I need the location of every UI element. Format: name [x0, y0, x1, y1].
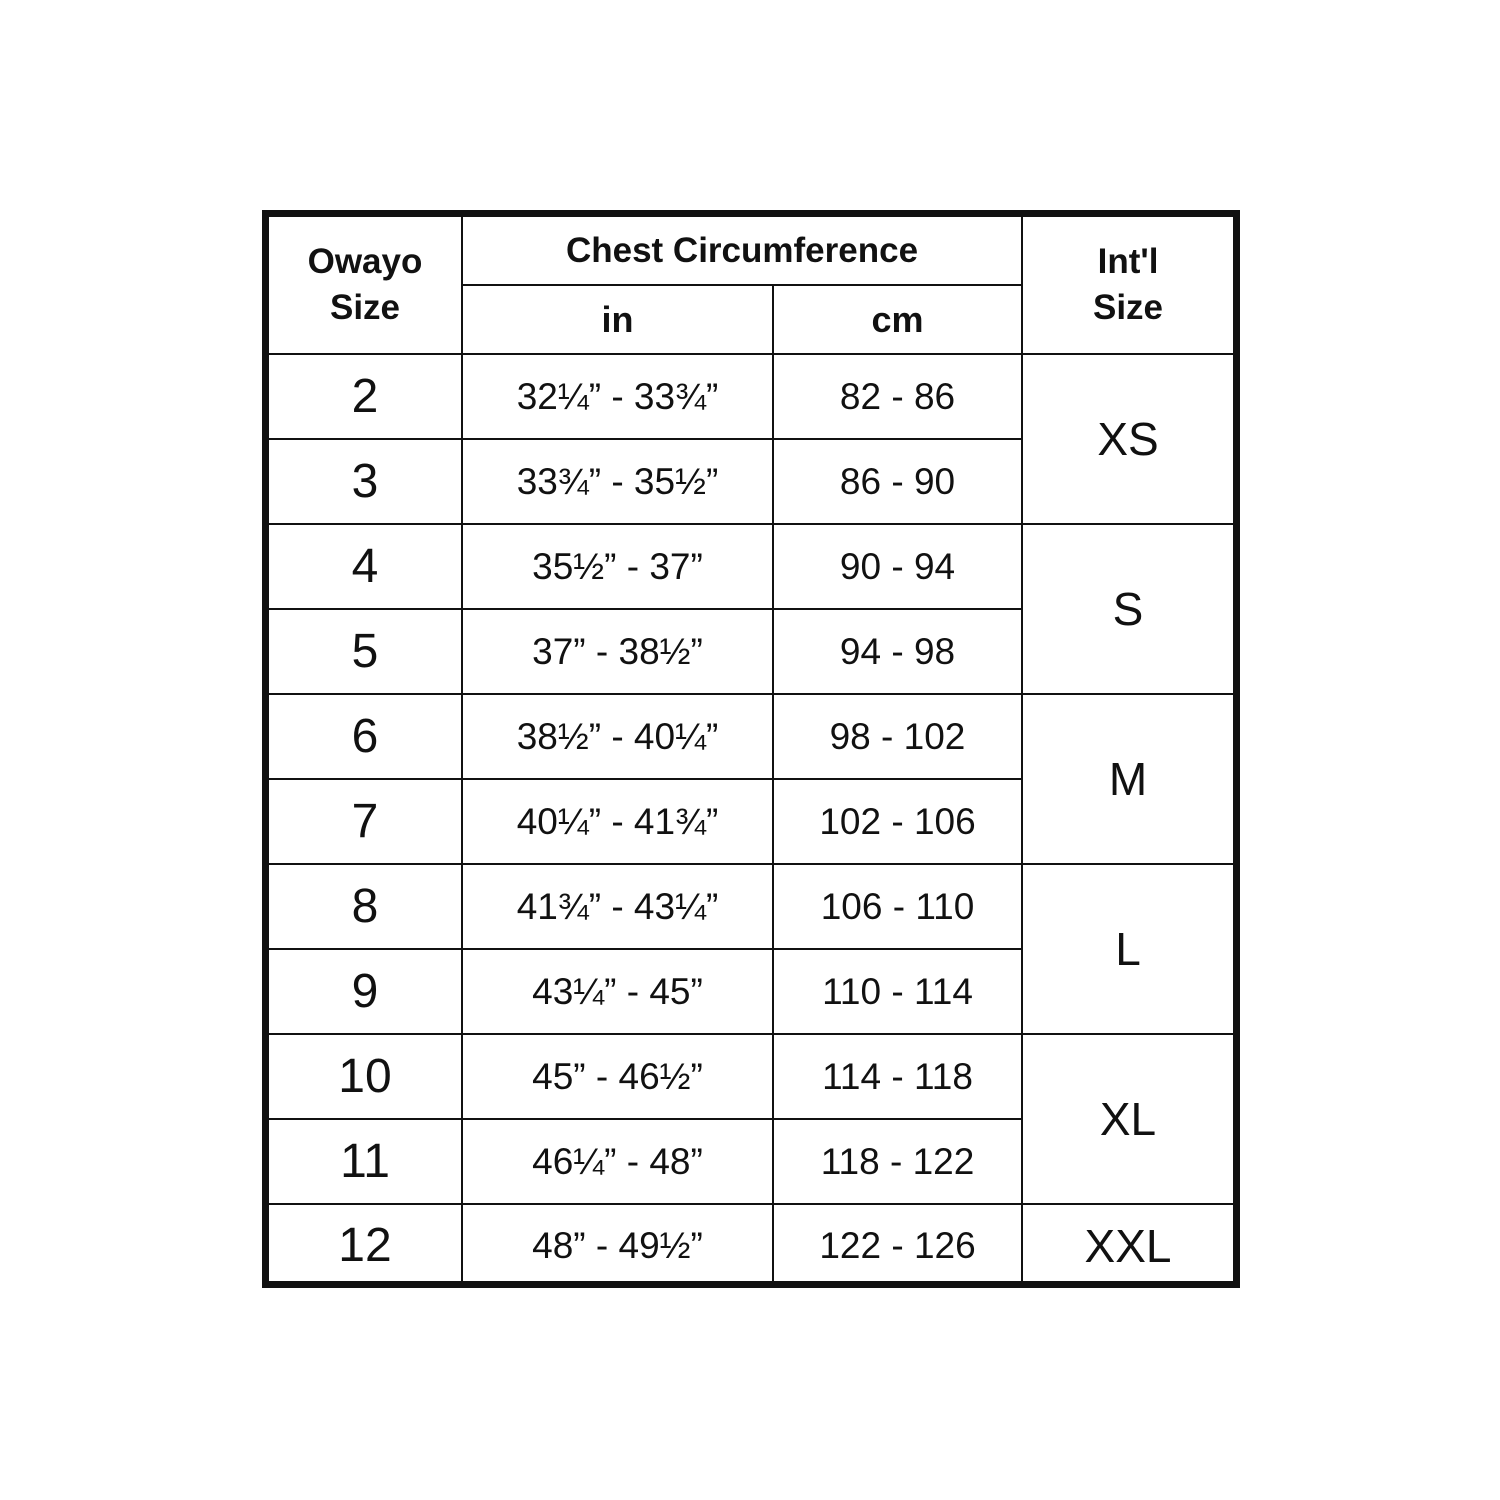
chest-cm-cell: 86 - 90	[773, 439, 1022, 524]
chest-cm-cell: 110 - 114	[773, 949, 1022, 1034]
chest-in-cell: 33¾” - 35½”	[462, 439, 773, 524]
chest-cm-cell: 114 - 118	[773, 1034, 1022, 1119]
chest-in-cell: 32¼” - 33¾”	[462, 354, 773, 439]
intl-size-cell: XS	[1022, 354, 1233, 524]
owayo-size-header-line1: Owayo	[307, 242, 423, 281]
owayo-size-cell: 10	[269, 1034, 462, 1119]
chest-cm-cell: 118 - 122	[773, 1119, 1022, 1204]
owayo-size-cell: 6	[269, 694, 462, 779]
chest-in-cell: 37” - 38½”	[462, 609, 773, 694]
intl-size-cell: XL	[1022, 1034, 1233, 1204]
table-row	[269, 1204, 1233, 1286]
table-row	[269, 524, 1233, 609]
owayo-size-cell: 11	[269, 1119, 462, 1204]
inches-header: in	[462, 285, 773, 354]
chest-cm-cell: 90 - 94	[773, 524, 1022, 609]
intl-size-cell: M	[1022, 694, 1233, 864]
size-table	[269, 217, 1233, 1286]
chest-in-cell: 45” - 46½”	[462, 1034, 773, 1119]
chest-in-cell: 41¾” - 43¼”	[462, 864, 773, 949]
table-row	[269, 1034, 1233, 1119]
intl-size-header-line1: Int'l	[1097, 242, 1159, 281]
owayo-size-cell: 9	[269, 949, 462, 1034]
intl-size-cell: L	[1022, 864, 1233, 1034]
chest-in-cell: 40¼” - 41¾”	[462, 779, 773, 864]
table-row	[269, 354, 1233, 439]
owayo-size-header-line2: Size	[329, 288, 401, 327]
header-row-top	[269, 217, 1233, 285]
chest-cm-cell: 102 - 106	[773, 779, 1022, 864]
owayo-size-cell: 12	[269, 1204, 462, 1286]
table-row	[269, 864, 1233, 949]
owayo-size-cell: 8	[269, 864, 462, 949]
owayo-size-header	[269, 217, 462, 354]
owayo-size-cell: 2	[269, 354, 462, 439]
chest-cm-cell: 82 - 86	[773, 354, 1022, 439]
chest-cm-cell: 122 - 126	[773, 1204, 1022, 1286]
size-chart	[262, 210, 1240, 1288]
intl-size-header-line2: Size	[1092, 288, 1164, 327]
centimeters-header: cm	[773, 285, 1022, 354]
chest-in-cell: 38½” - 40¼”	[462, 694, 773, 779]
chest-in-cell: 46¼” - 48”	[462, 1119, 773, 1204]
chest-in-cell: 48” - 49½”	[462, 1204, 773, 1286]
chest-in-cell: 43¼” - 45”	[462, 949, 773, 1034]
chest-cm-cell: 98 - 102	[773, 694, 1022, 779]
intl-size-cell: XXL	[1022, 1204, 1233, 1286]
chest-in-cell: 35½” - 37”	[462, 524, 773, 609]
owayo-size-cell: 5	[269, 609, 462, 694]
chest-cm-cell: 94 - 98	[773, 609, 1022, 694]
intl-size-header	[1022, 217, 1233, 354]
owayo-size-cell: 7	[269, 779, 462, 864]
intl-size-cell: S	[1022, 524, 1233, 694]
owayo-size-cell: 4	[269, 524, 462, 609]
chest-cm-cell: 106 - 110	[773, 864, 1022, 949]
owayo-size-cell: 3	[269, 439, 462, 524]
chest-circumference-header: Chest Circumference	[462, 217, 1022, 285]
table-row	[269, 694, 1233, 779]
